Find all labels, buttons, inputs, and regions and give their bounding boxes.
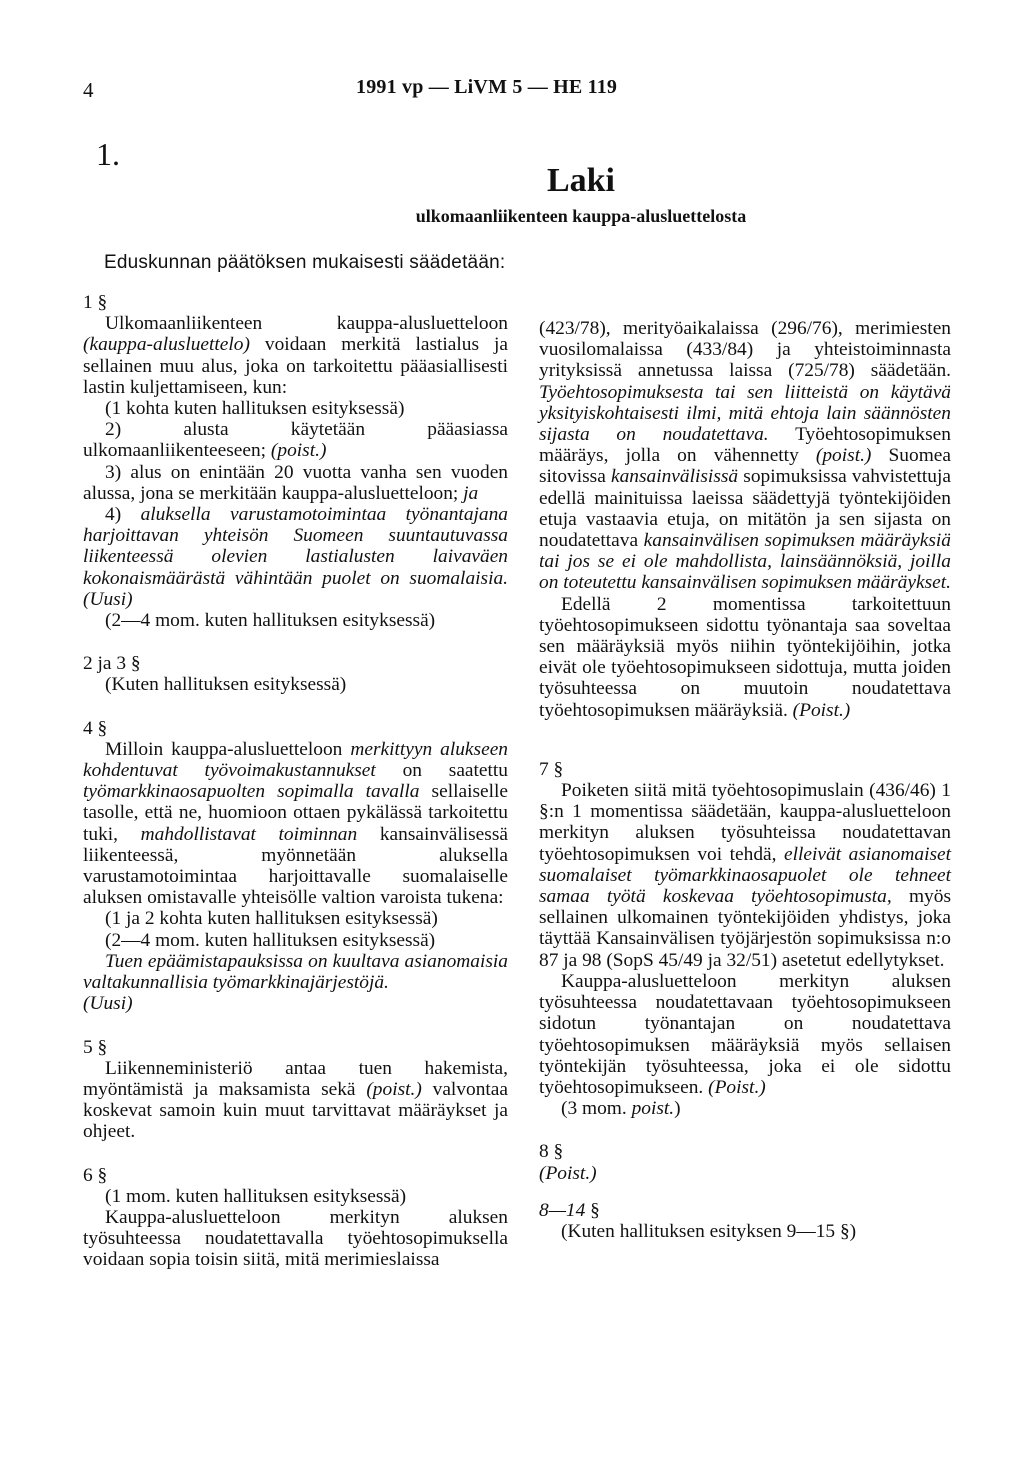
enactment-clause: Eduskunnan päätöksen mukaisesti säädetään: — [104, 252, 506, 273]
section-4-paragraph-5: (Uusi) — [83, 993, 133, 1015]
section-7-paragraph-3: (3 mom. poist.) — [561, 1098, 681, 1120]
law-title: Laki — [546, 162, 616, 199]
section-4-paragraph-4: Tuen epäämistapauksissa on kuultava asianomaisia valtakunnallisia työmarkkinajärjestöjä. — [83, 950, 508, 994]
section-heading-1: 1 § — [83, 292, 108, 313]
section-1-paragraph-6: (2—4 mom. kuten hallituksen esityksessä) — [105, 610, 436, 632]
running-head: 1991 vp — LiVM 5 — HE 119 — [356, 76, 618, 98]
section-6-paragraph-3: Edellä 2 momentissa tarkoitettuun työehtosopimukseen sidottu työnantaja saa soveltaa sen määräyksiä myös niihin työntekijöihin, jotka eivät ole työehtosopimukseen sidottuja, mutta joiden työsuhteessa on muutoin noudatettava työehtosopimuksen määräyksiä. (Poist.) — [539, 593, 951, 721]
section-1-paragraph-5: 4) aluksella varustamotoimintaa työnantajana harjoittavan yhteisön Suomeen suuntautuvassa liikenteessä olevien lastialusten laivaväen kokonaismäärästä vähintään puolet on suomalaisia. (Uusi) — [83, 504, 508, 610]
section-6-paragraph-1: (1 mom. kuten hallituksen esityksessä) — [105, 1185, 407, 1207]
section-heading-2-3: 2 ja 3 § — [83, 653, 141, 675]
section-1-paragraph-4: 3) alus on enintään 20 vuotta vanha sen vuoden alussa, jona se merkitään kauppa-alusluetteloon; ja — [83, 461, 508, 504]
section-heading-4: 4 § — [83, 717, 108, 739]
section-8-14-paragraph-1: (Kuten hallituksen esityksen 9—15 §) — [561, 1220, 857, 1242]
section-heading-5: 5 § — [83, 1036, 108, 1058]
section-6-paragraph-2: Kauppa-alusluetteloon merkityn aluksen työsuhteessa noudatettavalla työehtosopimuksella voidaan sopia toisin siitä, mitä merimieslaissa — [83, 1206, 508, 1271]
section-2-3-paragraph-1: (Kuten hallituksen esityksessä) — [105, 674, 347, 696]
section-1-paragraph-2: (1 kohta kuten hallituksen esityksessä) — [105, 398, 405, 420]
section-heading-7: 7 § — [539, 758, 564, 780]
section-4-paragraph-1: Milloin kauppa-alusluetteloon merkittyyn alukseen kohdentuvat työvoimakustannukset on saatettu työmarkkinaosapuolten sopimalla tavalla sellaiselle tasolle, että ne, huomioon ottaen pykälässä tarkoitettu tuki, mahdollistavat toiminnan kansainvälisessä liikenteessä, myönnetään aluksella varustamotoimintaa harjoittavalle suomalaiselle aluksen omistavalle yhteisölle valtion varoista tukena: — [83, 738, 508, 909]
section-6-continuation: (423/78), merityöaikalaissa (296/76), merimiesten vuosilomalaissa (433/84) ja yhteistoiminnasta yrityksissä annetussa laissa (725/78) säädetään. Työehtosopimuksesta tai sen liitteistä on käytävä yksityiskohtaisesti ilmi, mitä ehtoja lain säännösten sijasta on noudatettava. Työehtosopimuksen määräys, jolla on vähennetty (poist.) Suomea sitovissa kansainvälisissä sopimuksissa vahvistettuja edellä mainituissa laeissa säädettyjä työntekijöiden etuja vastaavia etuja, on mitätön ja sen sijasta on noudatettava kansainvälisen sopimuksen määräyksiä tai jos se ei ole mahdollista, lainsäännöksiä, joilla on toteutettu kansainvälisen sopimuksen määräykset. — [539, 318, 951, 594]
section-1-paragraph-1: Ulkomaanliikenteen kauppa-alusluetteloon (kauppa-alusluettelo) voidaan merkitä lastialus ja sellainen muu alus, joka on tarkoitettu pääasiallisesti lastin kuljettamiseen, kun: — [83, 313, 508, 398]
right-column — [539, 318, 951, 1242]
section-7-paragraph-1: Poiketen siitä mitä työehtosopimuslain (436/46) 1 §:n 1 momentissa säädetään, kauppa-alusluetteloon merkityn aluksen työsuhteissa noudatettavan työehtosopimuksen voi tehdä, elleivät asianomaiset suomalaiset työmarkkinaosapuolet ole tehneet samaa työtä koskevaa työehtosopimusta, myös sellainen ulkomainen työntekijöiden yhdistys, joka täyttää Kansainvälisen työjärjestön sopimuksissa n:o 87 ja 98 (SopS 45/49 ja 32/51) asetetut edellytykset. — [539, 780, 951, 971]
section-5-paragraph-1: Liikenneministeriö antaa tuen hakemista, myöntämistä ja maksamista sekä (poist.) valvontaa koskevat samoin kuin muut tarvittavat määräykset ja ohjeet. — [83, 1057, 508, 1143]
left-column — [83, 292, 508, 1271]
section-8-paragraph-1: (Poist.) — [539, 1162, 597, 1184]
section-heading-8-14: 8—14 § — [539, 1199, 600, 1221]
law-number: 1. — [96, 136, 120, 172]
page-number: 4 — [83, 78, 94, 102]
section-7-paragraph-2: Kauppa-alusluetteloon merkityn aluksen työsuhteessa noudatettavaan työehtosopimukseen sidotun työnantajan on noudatettava työehtosopimuksen määräyksiä myös sellaisen työntekijän työsuhteessa, joka ei ole sidottu työehtosopimukseen. (Poist.) — [539, 970, 951, 1098]
section-4-paragraph-3: (2—4 mom. kuten hallituksen esityksessä) — [105, 929, 436, 951]
section-heading-8: 8 § — [539, 1141, 564, 1163]
section-4-paragraph-2: (1 ja 2 kohta kuten hallituksen esityksessä) — [105, 908, 438, 930]
section-heading-6: 6 § — [83, 1164, 108, 1186]
section-1-paragraph-3: 2) alusta käytetään pääasiassa ulkomaanliikenteeseen; (poist.) — [83, 419, 508, 462]
law-subtitle: ulkomaanliikenteen kauppa-alusluettelosta — [415, 206, 747, 226]
